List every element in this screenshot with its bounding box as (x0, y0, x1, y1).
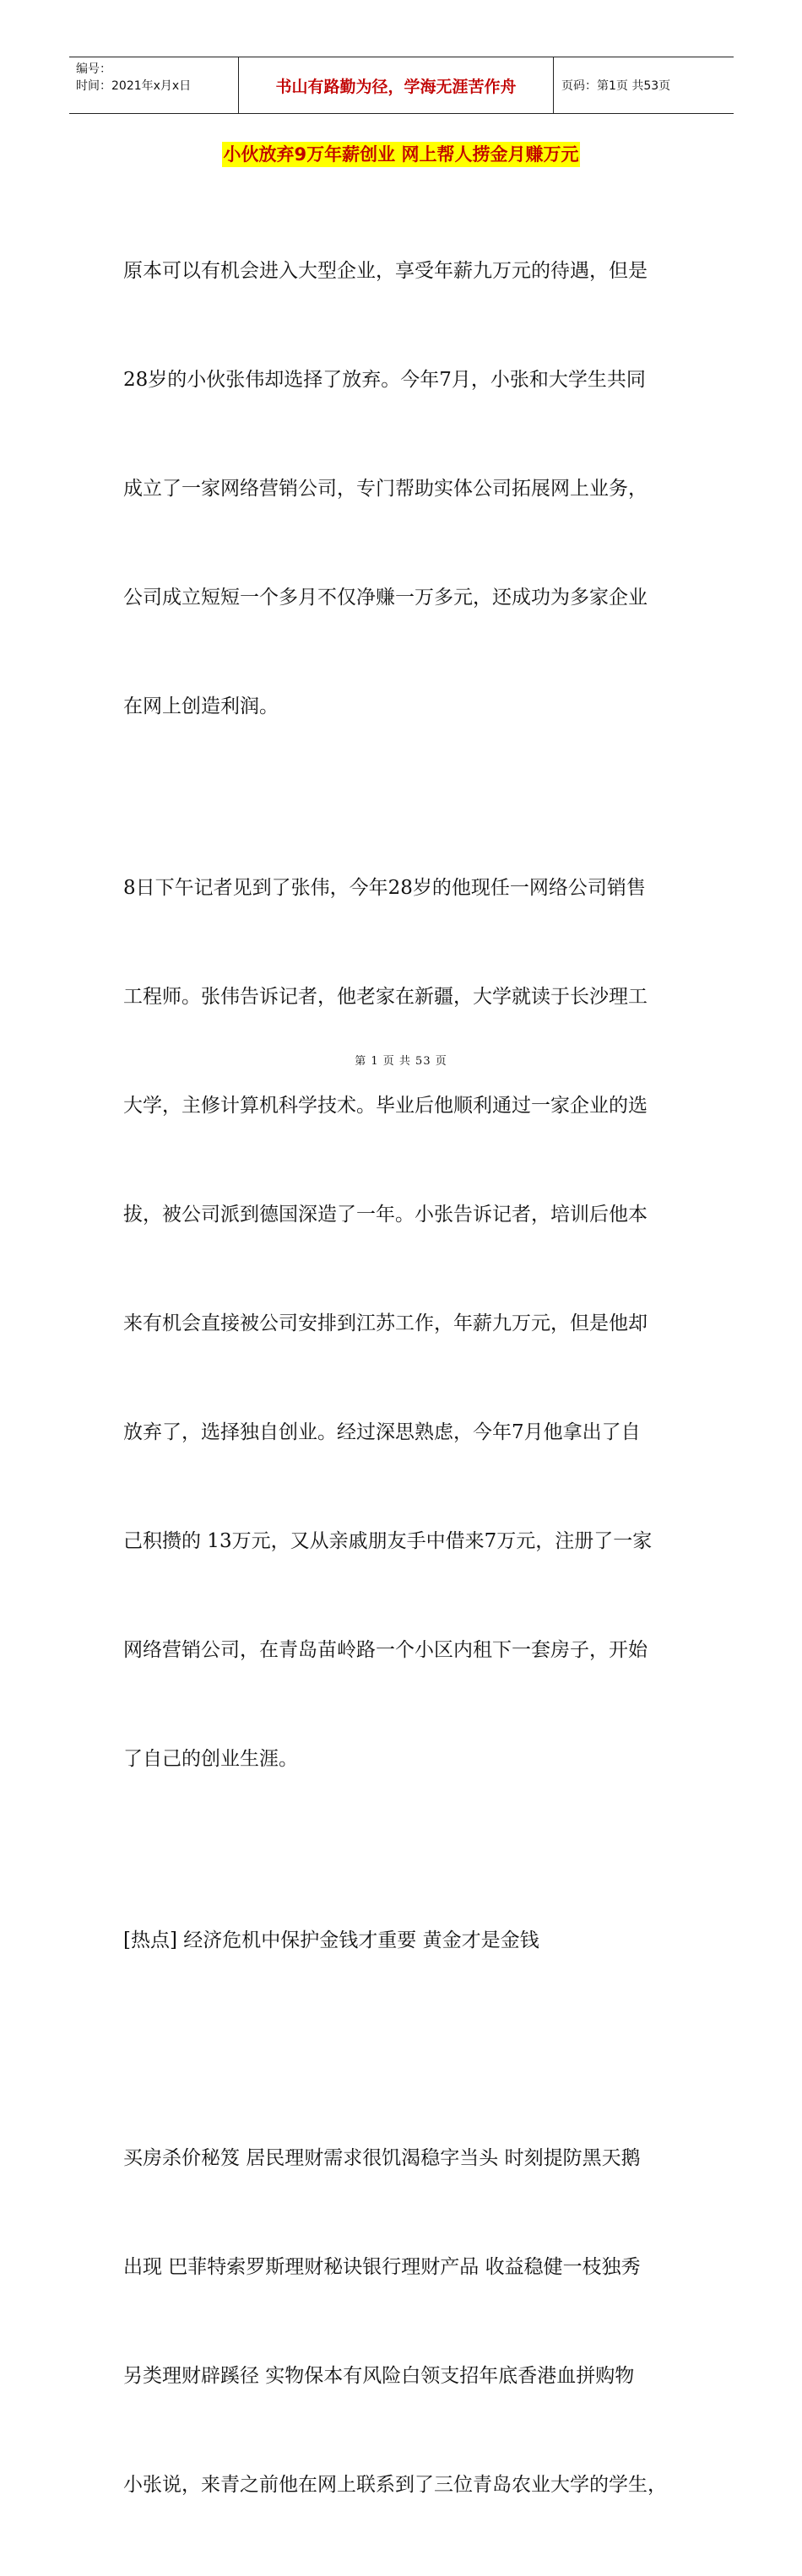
header-table (69, 57, 734, 114)
text-line: 工程师。张伟告诉记者，他老家在新疆，大学就读于长沙理工 (123, 986, 648, 1008)
text-line: 成立了一家网络营销公司，专门帮助实体公司拓展网上业务， (123, 478, 648, 500)
motto-text: 书山有路勤为径，学海无涯苦作舟 (275, 77, 517, 96)
header-page-cell (554, 57, 734, 113)
paragraph-story (123, 798, 684, 1850)
text-line: [热点] 经济危机中保护金钱才重要 黄金才是金钱 (123, 1929, 539, 1951)
page-code: 页码：第1页 共53页 (561, 79, 671, 93)
paragraph-hotspot (123, 1850, 684, 2032)
text-line: 28岁的小伙张伟却选择了放弃。今年7月，小张和大学生共同 (123, 369, 646, 391)
header-motto-cell (239, 57, 554, 113)
paragraph-finance (123, 2068, 684, 2576)
page-footer: 第 1 页 共 53 页 (355, 1055, 447, 1068)
number-label: 编号： (76, 62, 111, 76)
text-line: 8日下午记者见到了张伟，今年28岁的他现任一网络公司销售 (123, 877, 646, 899)
text-line: 放弃了，选择独自创业。经过深思熟虑，今年7月他拿出了自 (123, 1421, 641, 1443)
blank-line (123, 2032, 684, 2068)
text-line: 了自己的创业生涯。 (123, 1748, 298, 1770)
text-line: 大学，主修计算机科学技术。毕业后他顺利通过一家企业的选 (123, 1095, 648, 1117)
text-line: 拔，被公司派到德国深造了一年。小张告诉记者，培训后他本 (123, 1204, 648, 1226)
text-line: 另类理财辟蹊径 实物保本有风险白领支招年底香港血拼购物 (123, 2365, 635, 2387)
text-line: 公司成立短短一个多月不仅净赚一万多元，还成功为多家企业 (123, 587, 648, 609)
text-line: 原本可以有机会进入大型企业，享受年薪九万元的待遇，但是 (123, 260, 648, 282)
time-label: 时间：2021年x月x日 (76, 79, 192, 93)
text-line: 小张说，来青之前他在网上联系到了三位青岛农业大学的学生， (123, 2474, 667, 2496)
text-line: 网络营销公司，在青岛苗岭路一个小区内租下一套房子，开始 (123, 1639, 648, 1661)
header-info-cell (69, 57, 239, 113)
text-line: 买房杀价秘笈 居民理财需求很饥渴稳字当头 时刻提防黑天鹅 (123, 2147, 641, 2169)
title-wrap (0, 142, 802, 167)
text-line: 来有机会直接被公司安排到江苏工作，年薪九万元，但是他却 (123, 1312, 648, 1334)
article-body (123, 181, 684, 2576)
article-title: 小伙放弃9万年薪创业 网上帮人捞金月赚万元 (222, 142, 581, 167)
text-line: 在网上创造利润。 (123, 695, 279, 717)
text-line: 己积攒的 13万元，又从亲戚朋友手中借来7万元，注册了一家 (123, 1530, 653, 1552)
paragraph-intro (123, 181, 684, 798)
text-line: 出现 巴菲特索罗斯理财秘诀银行理财产品 收益稳健一枝独秀 (123, 2256, 641, 2278)
